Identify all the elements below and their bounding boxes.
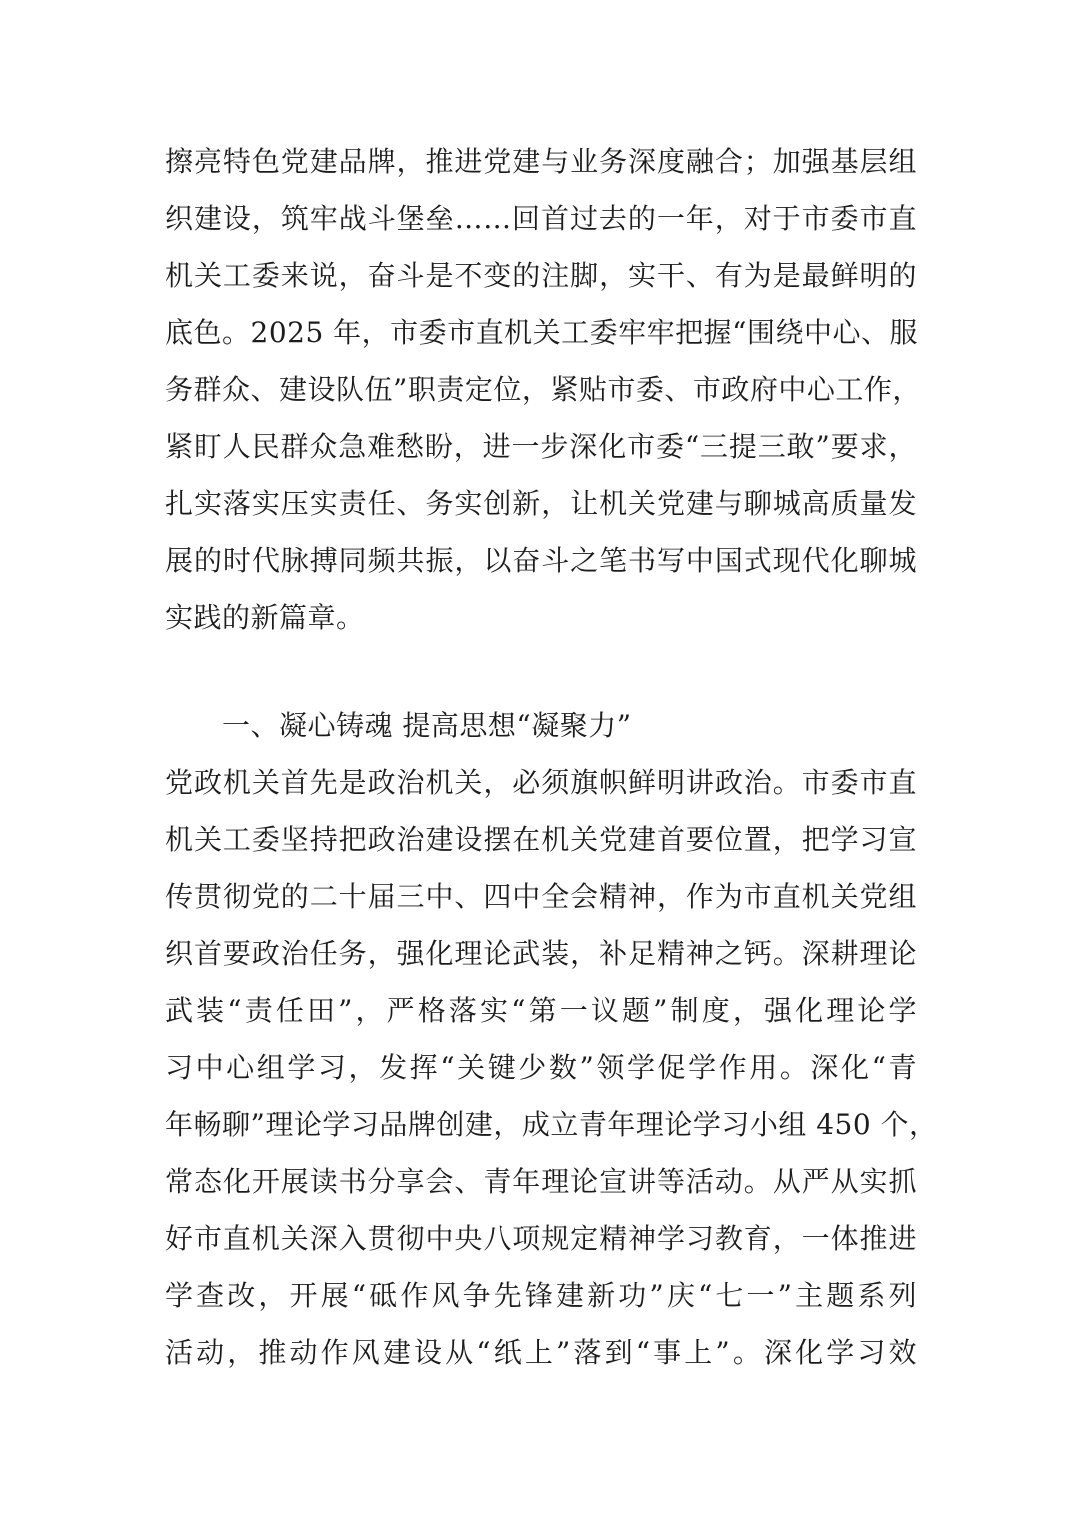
paragraph-1-line: 紧盯人民群众急难愁盼，进一步深化市委“三提三敢”要求， xyxy=(165,430,917,463)
paragraph-2-line: 织首要政治任务，强化理论武装，补足精神之钙。深耕理论 xyxy=(165,937,917,970)
paragraph-2-line: 常态化开展读书分享会、青年理论宣讲等活动。从严从实抓 xyxy=(165,1165,917,1198)
paragraph-1-line: 务群众、建设队伍”职责定位，紧贴市委、市政府中心工作， xyxy=(165,373,921,406)
paragraph-2-line: 党政机关首先是政治机关，必须旗帜鲜明讲政治。市委市直 xyxy=(165,766,917,799)
paragraph-2-line: 传贯彻党的二十届三中、四中全会精神，作为市直机关党组 xyxy=(165,880,917,913)
paragraph-1-line: 机关工委来说，奋斗是不变的注脚，实干、有为是最鲜明的 xyxy=(165,259,917,292)
paragraph-1-line: 扎实落实压实责任、务实创新，让机关党建与聊城高质量发 xyxy=(165,487,917,520)
paragraph-1-line: 擦亮特色党建品牌，推进党建与业务深度融合；加强基层组 xyxy=(165,145,917,178)
paragraph-2-line: 习中心组学习，发挥“关键少数”领学促学作用。深化“青 xyxy=(165,1051,917,1084)
paragraph-1-line: 底色。2025 年，市委市直机关工委牢牢把握“围绕中心、服 xyxy=(165,316,918,349)
paragraph-1-line: 织建设，筑牢战斗堡垒……回首过去的一年，对于市委市直 xyxy=(165,202,917,235)
section-heading: 一、凝心铸魂 提高思想“凝聚力” xyxy=(222,709,632,742)
paragraph-2-line: 学查改，开展“砥作风争先锋建新功”庆“七一”主题系列 xyxy=(165,1279,917,1312)
paragraph-2-line: 武装“责任田”，严格落实“第一议题”制度，强化理论学 xyxy=(165,994,917,1027)
paragraph-1-line: 实践的新篇章。 xyxy=(165,601,365,634)
paragraph-2-line: 年畅聊”理论学习品牌创建，成立青年理论学习小组 450 个， xyxy=(165,1108,938,1141)
paragraph-2-line: 机关工委坚持把政治建设摆在机关党建首要位置，把学习宣 xyxy=(165,823,917,856)
paragraph-2-line: 好市直机关深入贯彻中央八项规定精神学习教育，一体推进 xyxy=(165,1222,917,1255)
paragraph-1-line: 展的时代脉搏同频共振，以奋斗之笔书写中国式现代化聊城 xyxy=(165,544,917,577)
paragraph-2-line: 活动，推动作风建设从“纸上”落到“事上”。深化学习效 xyxy=(165,1336,917,1369)
